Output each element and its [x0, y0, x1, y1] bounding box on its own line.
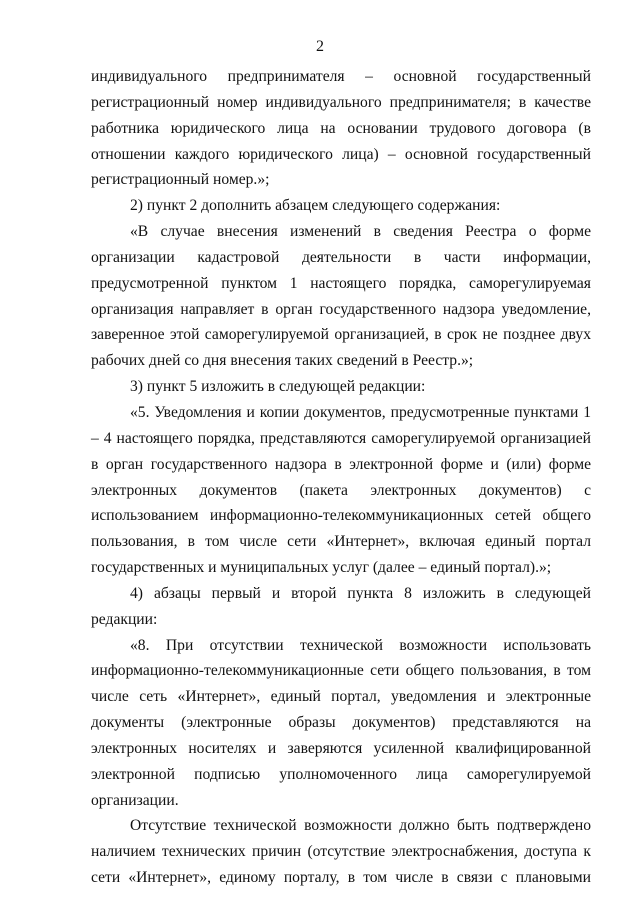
paragraph-quote-5: «5. Уведомления и копии документов, предусмотренные пунктами 1 – 4 настоящего порядка, представляются саморегулируемой организацией в орган государственного надзора в электронной форме и (или) форме электронных документов (пакета электронных документов) с использованием информационно-телекоммуникационных сетей общего пользования, в том числе сети «Интернет», включая единый портал государственных и муниципальных услуг (далее – единый портал).»; — [91, 403, 591, 577]
paragraph-quote-2: «В случае внесения изменений в сведения Реестра о форме организации кадастровой деятельности в части информации, предусмотренной пунктом 1 настоящего порядка, саморегулируемая организация направляет в орган государственного надзора уведомление, заверенное этой саморегулируемой организацией, в срок не позднее двух рабочих дней со дня внесения таких сведений в Реестр.»; — [91, 223, 591, 370]
paragraph-item-3: 3) пункт 5 изложить в следующей редакции: — [130, 378, 426, 396]
paragraph-continuation: индивидуального предпринимателя – основной государственный регистрационный номер индивидуального предпринимателя; в качестве работника юридического лица на основании трудового договора (в отношении каждого юридического лица) – основной государственный регистрационный номер.»; — [91, 68, 591, 189]
paragraph-quote-8: «8. При отсутствии технической возможности использовать информационно-телекоммуникационные сети общего пользования, в том числе сеть «Интернет», единый портал, уведомления и электронные документы (электронные образы документов) представляются на электронных носителях и заверяются усиленной квалифицированной электронной подписью уполномоченного лица саморегулируемой организации. — [91, 636, 591, 809]
document-body — [91, 64, 591, 891]
paragraph-item-4: 4) абзацы первый и второй пункта 8 изложить в следующей редакции: — [91, 584, 591, 628]
paragraph-technical-reasons: Отсутствие технической возможности должно быть подтверждено наличием технических причин (отсутствие электроснабжения, доступа к сети «Интернет», единому порталу, в том числе в связи с плановыми — [91, 817, 591, 887]
page-number: 2 — [316, 38, 324, 55]
paragraph-item-2: 2) пункт 2 дополнить абзацем следующего содержания: — [130, 197, 501, 215]
